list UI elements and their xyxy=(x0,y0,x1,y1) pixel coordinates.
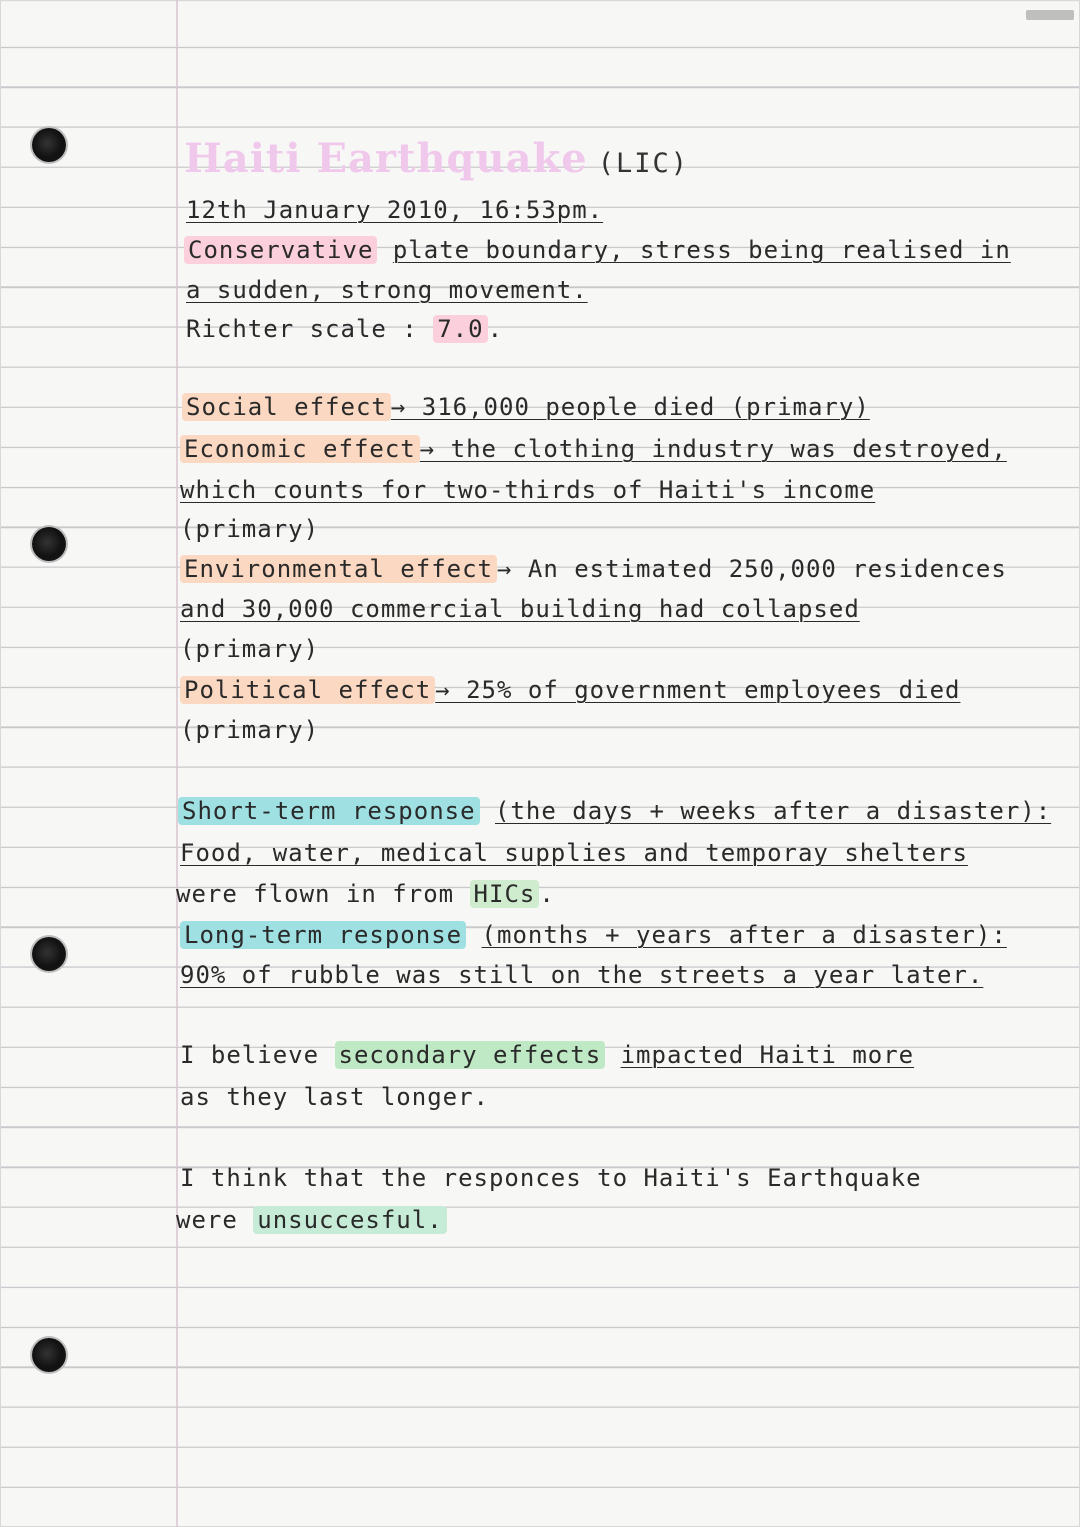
environmental-cont-line xyxy=(180,594,860,624)
long-term-cont: 90% of rubble was still on the streets a year later. xyxy=(180,961,984,989)
belief-cont: as they last longer. xyxy=(180,1083,489,1111)
richter-label: Richter scale : xyxy=(186,315,418,343)
punch-hole xyxy=(32,128,66,162)
margin-line xyxy=(176,0,178,1527)
environmental-effect-line xyxy=(180,554,1007,584)
boundary-text: plate boundary, stress being realised in xyxy=(392,236,1011,264)
think-cont-line xyxy=(176,1205,447,1235)
title-main: Haiti Earthquake xyxy=(184,135,588,182)
environmental-effect-text: → An estimated 250,000 residences xyxy=(496,555,1007,583)
long-term-key: Long-term response xyxy=(180,921,466,949)
political-tag-line xyxy=(180,715,319,745)
short-term-text: (the days + weeks after a disaster): xyxy=(495,797,1052,825)
short-term-cont2: were flown in from xyxy=(176,880,455,908)
richter-line xyxy=(186,314,503,344)
boundary-cont-line xyxy=(186,275,588,305)
economic-effect-line xyxy=(180,434,1007,464)
hics-key: HICs xyxy=(470,880,540,908)
environmental-cont: and 30,000 commercial building had collapsed xyxy=(180,595,860,623)
economic-tag-line xyxy=(180,514,319,544)
belief-cont-line xyxy=(180,1082,489,1112)
boundary-key: Conservative xyxy=(184,236,377,264)
political-effect-line xyxy=(180,675,960,705)
short-term-cont2-line xyxy=(176,879,555,909)
belief-line xyxy=(180,1040,914,1070)
short-term-cont-line xyxy=(180,838,968,868)
title-tag: (LIC) xyxy=(597,148,689,179)
think-text: I think that the responces to Haiti's Earthquake xyxy=(180,1164,922,1192)
economic-effect-text: → the clothing industry was destroyed, xyxy=(419,435,1007,463)
paper-corner-mark xyxy=(1026,10,1074,20)
page-title xyxy=(184,134,689,189)
date-line xyxy=(186,195,603,225)
belief-a: I believe xyxy=(180,1041,320,1069)
political-tag: (primary) xyxy=(180,716,320,744)
richter-end: . xyxy=(487,315,504,343)
punch-hole xyxy=(32,937,66,971)
short-term-cont1: Food, water, medical supplies and temporay shelters xyxy=(180,839,968,867)
think-key: unsuccesful. xyxy=(253,1206,446,1234)
punch-hole xyxy=(32,527,66,561)
long-term-cont-line xyxy=(180,960,983,990)
belief-b: impacted Haiti more xyxy=(620,1041,915,1069)
environmental-tag: (primary) xyxy=(180,635,320,663)
economic-cont: which counts for two-thirds of Haiti's income xyxy=(180,476,876,504)
belief-key: secondary effects xyxy=(335,1041,606,1069)
long-term-text: (months + years after a disaster): xyxy=(481,921,1007,949)
think-a: were xyxy=(176,1206,238,1234)
economic-tag: (primary) xyxy=(180,515,320,543)
richter-value: 7.0 xyxy=(433,315,487,343)
social-effect-text: → 316,000 people died (primary) xyxy=(390,393,870,421)
boundary-cont: a sudden, strong movement. xyxy=(186,276,588,304)
economic-effect-key: Economic effect xyxy=(180,435,420,463)
political-effect-key: Political effect xyxy=(180,676,435,704)
boundary-line xyxy=(184,235,1011,265)
social-effect-key: Social effect xyxy=(182,393,391,421)
think-line xyxy=(180,1163,922,1193)
short-term-key: Short-term response xyxy=(178,797,480,825)
political-effect-text: → 25% of government employees died xyxy=(435,676,961,704)
short-term-line xyxy=(178,796,1051,826)
punch-hole xyxy=(32,1338,66,1372)
environmental-effect-key: Environmental effect xyxy=(180,555,497,583)
long-term-line xyxy=(180,920,1007,950)
date-text: 12th January 2010, 16:53pm. xyxy=(186,196,604,224)
environmental-tag-line xyxy=(180,634,319,664)
economic-cont-line xyxy=(180,475,875,505)
short-term-cont2-end: . xyxy=(539,880,555,908)
social-effect-line xyxy=(182,392,870,422)
